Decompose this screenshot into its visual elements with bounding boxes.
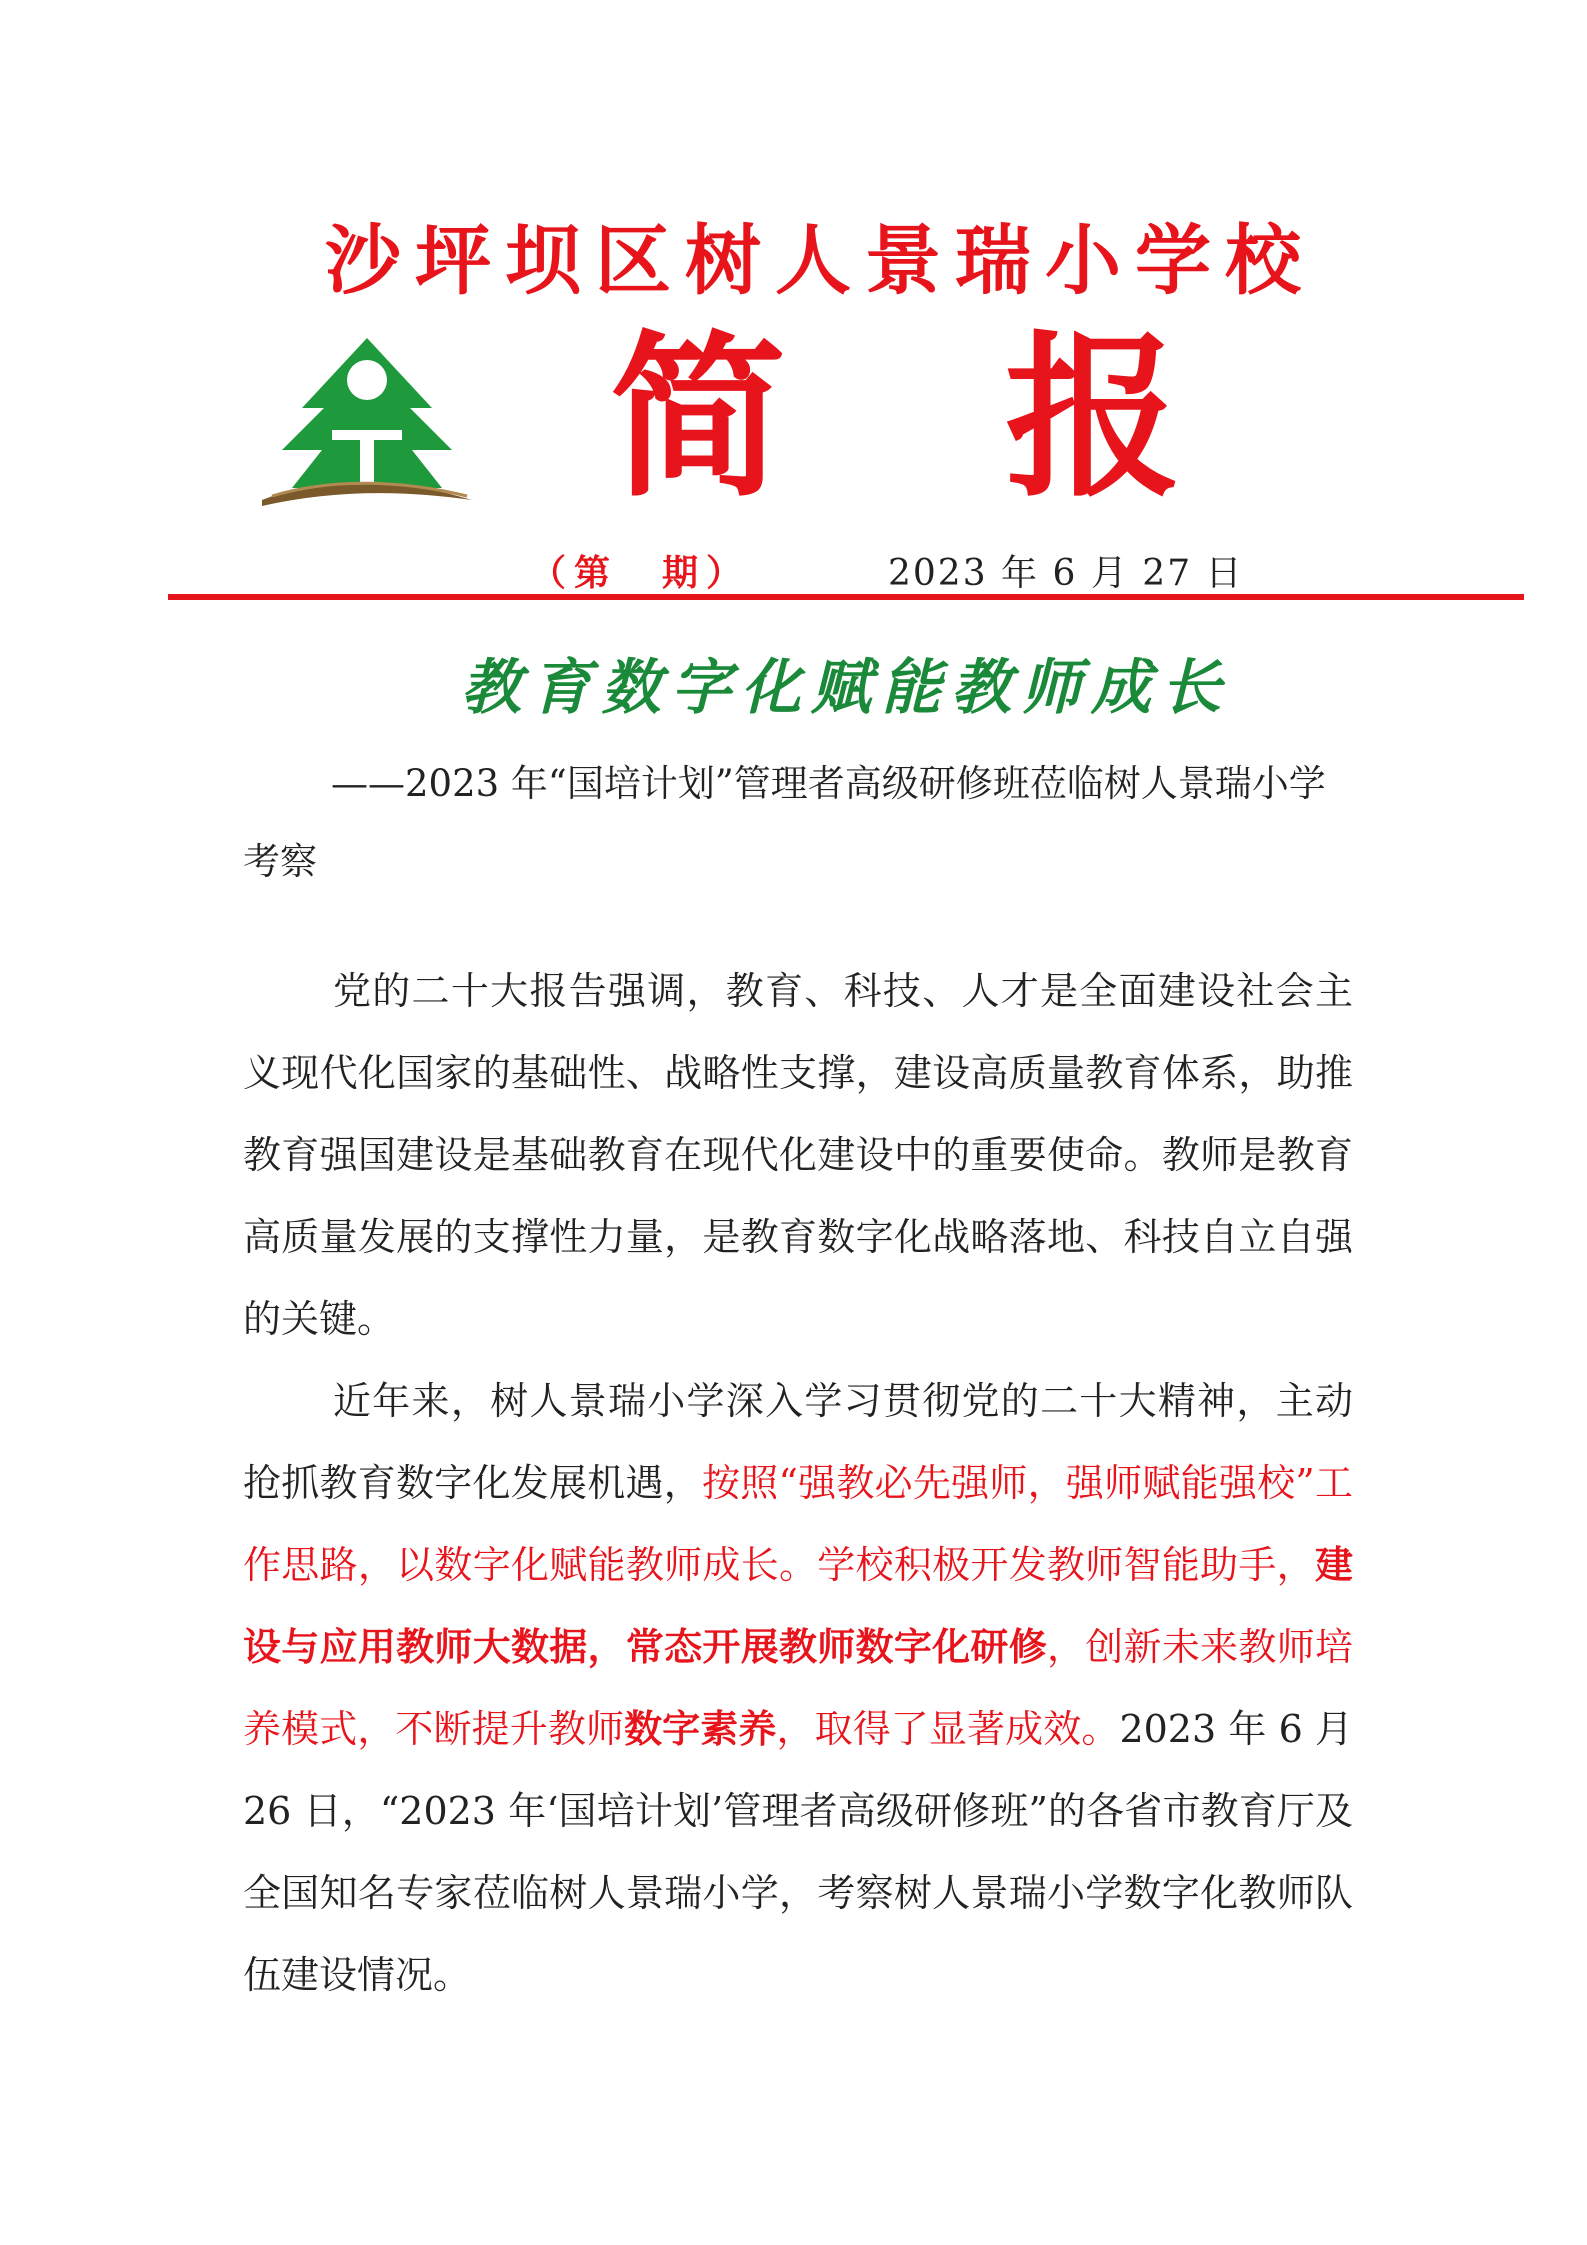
issue-date: 2023 年 6 月 27 日 [888,553,1244,594]
paragraph-2 [243,1360,1353,2016]
tree-person-logo-icon [262,338,472,508]
issue-line [530,545,1250,595]
brief-title-char-1: 简 [610,314,787,521]
paragraph-1: 党的二十大报告强调，教育、科技、人才是全面建设社会主义现代化国家的基础性、战略性支撑，建设高质量教育体系，助推教育强国建设是基础教育在现代化建设中的重要使命。教师是教育高质量发展的支撑性力量，是教育数字化战略落地、科技自立自强的关键。 [243,969,1353,1341]
school-name: 沙坪坝区树人景瑞小学校 [325,216,1315,305]
brief-title-char-2: 报 [1005,314,1182,521]
header-divider [168,594,1524,600]
paragraph-2-bold-1: 建设与应用教师大数据，常态开展教师数字化研修 [243,1543,1353,1669]
paragraph-2-red-3: ，取得了显著成效。 [776,1707,1120,1751]
article-subtitle: ——2023 年“国培计划”管理者高级研修班莅临树人景瑞小学考察 [243,762,1326,883]
paragraph-2-red-1: 按照“强教必先强师，强师赋能强校”工作思路，以数字化赋能教师成长。学校积极开发教师智能助手， [243,1461,1353,1587]
article-title: 教育数字化赋能教师成长 [461,653,1231,723]
paragraph-2-text-a: 近年来，树人景瑞小学深入学习贯彻党的二十大精神，主动抢抓教育数字化发展机遇， [243,1379,1353,1505]
paragraph-2-bold-2: 数字素养 [624,1707,777,1751]
paragraph-2-text-b: 2023 年 6 月 26 日，“2023 年‘国培计划’管理者高级研修班”的各省市教育厅及全国知名专家莅临树人景瑞小学，考察树人景瑞小学数字化教师队伍建设情况。 [243,1707,1353,1997]
issue-number: （第 期） [530,552,751,594]
paragraph-2-red-2: ，创新未来教师培养模式，不断提升教师 [243,1625,1353,1751]
